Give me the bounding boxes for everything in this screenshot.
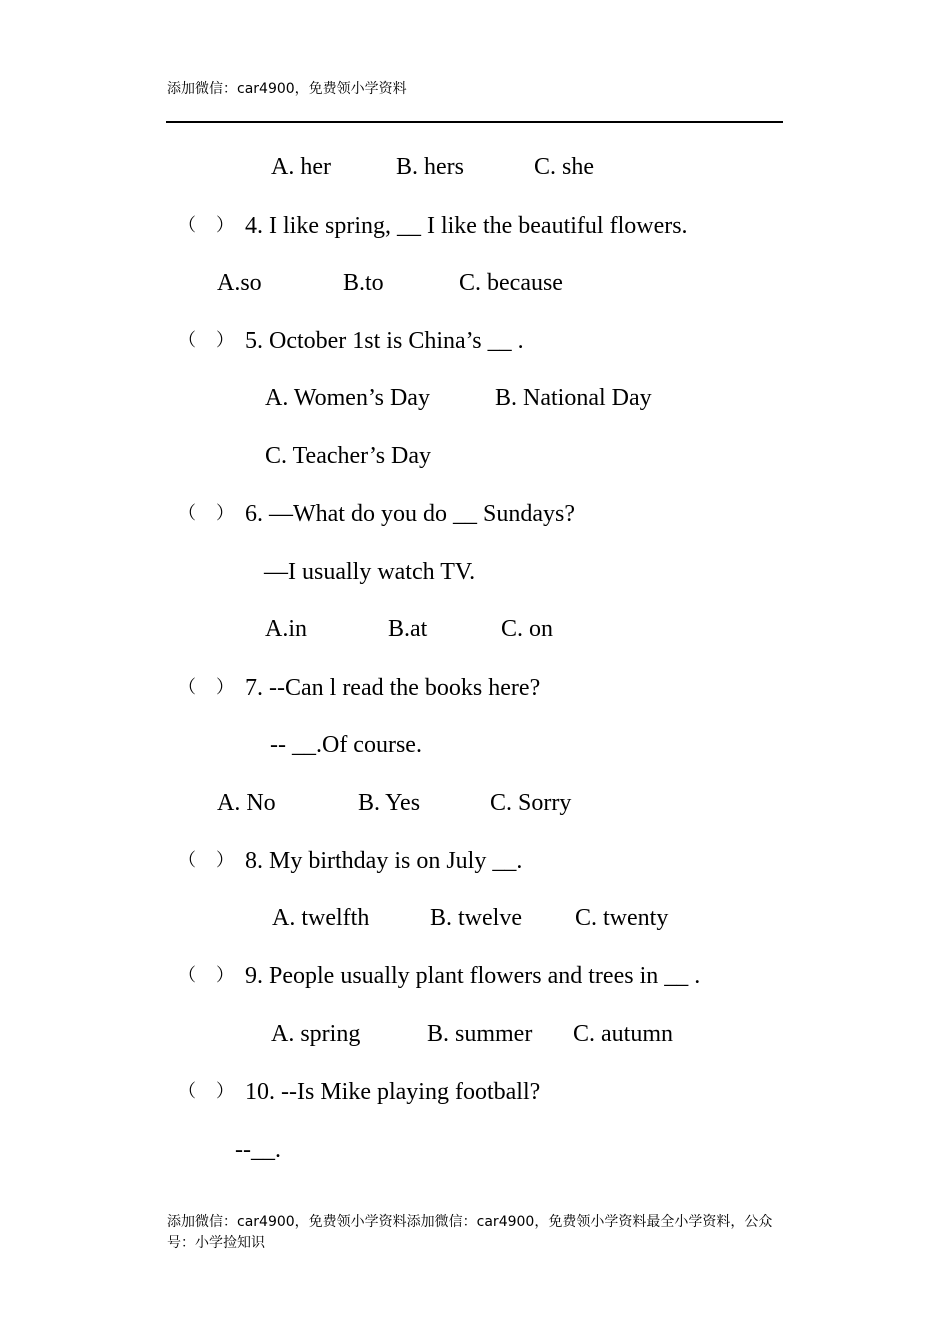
q6-option-c: C. on	[501, 616, 554, 642]
q6-stem: 6. —What do you do __ Sundays?	[245, 501, 575, 527]
q9-option-a: A. spring	[271, 1021, 361, 1047]
q4-option-b: B.to	[343, 270, 384, 296]
q6-option-a: A.in	[265, 616, 307, 642]
q5-paren-open: （	[178, 330, 196, 351]
q5-option-b: B. National Day	[495, 385, 652, 411]
q7-option-c: C. Sorry	[490, 790, 572, 816]
q6-paren-open: （	[178, 503, 196, 524]
q5-option-a: A. Women’s Day	[265, 385, 430, 411]
q8-option-c: C. twenty	[575, 905, 669, 931]
q4-paren-open: （	[178, 215, 196, 236]
q9-paren-open: （	[178, 965, 196, 986]
q4-option-c: C. because	[459, 270, 563, 296]
q6-reply: —I usually watch TV.	[264, 559, 476, 585]
page-header: 添加微信：car4900，免费领小学资料	[167, 81, 407, 97]
q7-option-b: B. Yes	[358, 790, 421, 816]
q10-reply: --__.	[235, 1137, 281, 1163]
q10-paren-close: ）	[216, 1081, 234, 1102]
q7-option-a: A. No	[217, 790, 276, 816]
page-footer: 添加微信：car4900，免费领小学资料添加微信：car4900，免费领小学资料最全小学资料，公众号：小学捡知识	[167, 1214, 773, 1251]
q9-option-b: B. summer	[427, 1021, 533, 1047]
q10-stem: 10. --Is Mike playing football?	[245, 1079, 541, 1105]
q8-paren-close: ）	[216, 850, 234, 871]
q9-stem: 9. People usually plant flowers and trees in __ .	[245, 963, 701, 989]
q8-option-b: B. twelve	[430, 905, 522, 931]
q10-paren-open: （	[178, 1081, 196, 1102]
q8-stem: 8. My birthday is on July __.	[245, 848, 523, 874]
q5-option-c: C. Teacher’s Day	[265, 443, 432, 469]
q7-reply: -- __.Of course.	[270, 732, 422, 758]
q8-paren-open: （	[178, 850, 196, 871]
q4-stem: 4. I like spring, __ I like the beautiful flowers.	[245, 213, 688, 239]
q6-option-b: B.at	[388, 616, 428, 642]
q5-paren-close: ）	[216, 330, 234, 351]
q4-option-a: A.so	[217, 270, 262, 296]
q9-paren-close: ）	[216, 965, 234, 986]
header-divider	[166, 121, 783, 123]
q6-paren-close: ）	[216, 503, 234, 524]
q3-option-b: B. hers	[396, 154, 464, 180]
q3-option-c: C. she	[534, 154, 594, 180]
q3-option-a: A. her	[271, 154, 331, 180]
q4-paren-close: ）	[216, 215, 234, 236]
q7-paren-open: （	[178, 677, 196, 698]
q8-option-a: A. twelfth	[272, 905, 370, 931]
q5-stem: 5. October 1st is China’s __ .	[245, 328, 524, 354]
q9-option-c: C. autumn	[573, 1021, 673, 1047]
q7-paren-close: ）	[216, 677, 234, 698]
q7-stem: 7. --Can l read the books here?	[245, 675, 541, 701]
